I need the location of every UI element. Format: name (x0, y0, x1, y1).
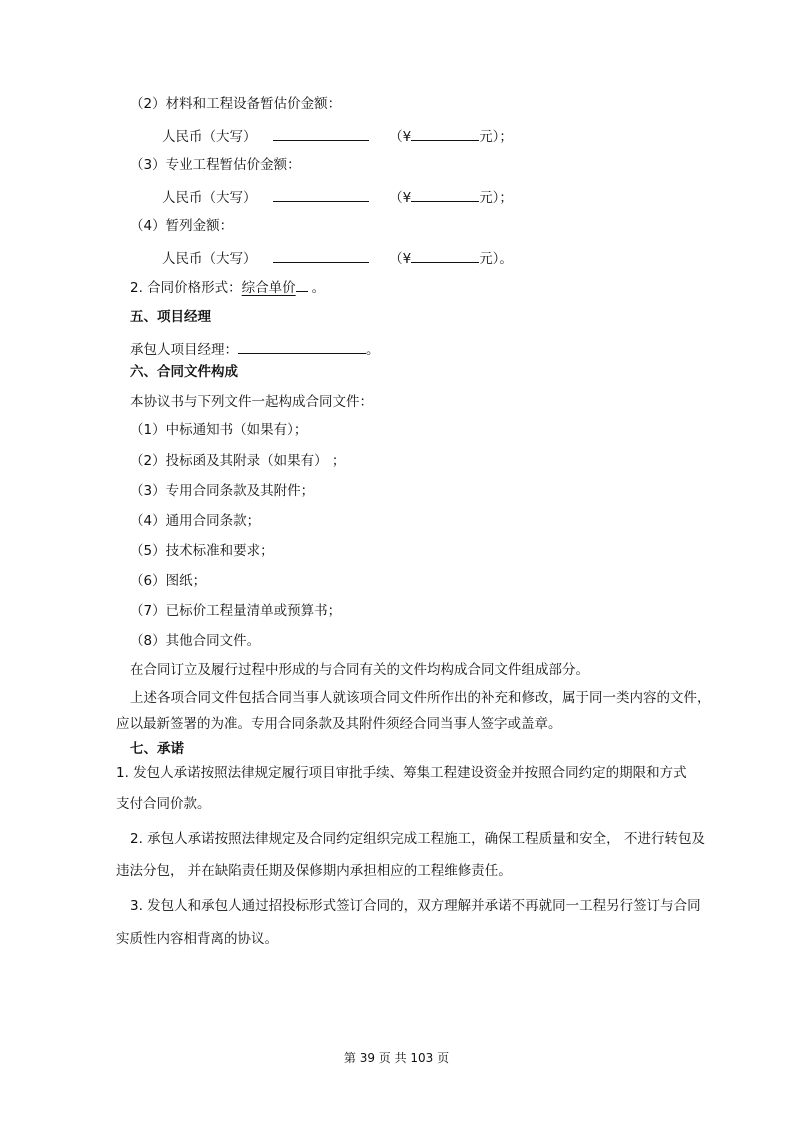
doc-list-item: （8）其他合同文件。 (130, 633, 261, 649)
doc-list-item: （1）中标通知书（如果有）； (130, 422, 308, 438)
price-form-underline-tail (296, 277, 308, 292)
promise-2-line-1: 2. 承包人承诺按照法律规定及合同约定组织完成工程施工，确保工程质量和安全， 不进行转包及 (130, 831, 705, 847)
yuan-close: 元）。 (479, 251, 513, 267)
pm-name-blank (238, 338, 366, 354)
section-6-para-1: 在合同订立及履行过程中形成的与合同有关的文件均构成合同文件组成部分。 (130, 662, 589, 678)
rmb-row-item-3 (162, 186, 513, 208)
price-form-line (130, 277, 325, 298)
yen-open: （¥ (389, 190, 412, 206)
amount-words-blank (273, 247, 369, 263)
doc-list-item: （5）技术标准和要求； (130, 543, 274, 559)
page-footer: 第 39 页 共 103 页 (343, 1051, 450, 1065)
section-6-para-2-line-2: 应以最新签署的为准。专用合同条款及其附件须经合同当事人签字或盖章。 (116, 716, 562, 732)
yuan-close: 元）； (479, 129, 513, 145)
rmb-label: 人民币（大写） (162, 190, 257, 206)
amount-figure-blank (411, 125, 479, 141)
section-6-heading: 六、合同文件构成 (130, 364, 238, 380)
promise-1-line-1: 1. 发包人承诺按照法律规定履行项目审批手续、筹集工程建设资金并按照合同约定的期限和方式 (116, 765, 687, 781)
pm-label: 承包人项目经理： (130, 342, 238, 358)
pm-end: 。 (366, 342, 380, 358)
section-6-para-2-line-1: 上述各项合同文件包括合同当事人就该项合同文件所作出的补充和修改，属于同一类内容的文件， (130, 690, 711, 706)
item-3-specialty-estimate: （3）专业工程暂估价金额： (130, 157, 301, 173)
item-2-material-estimate: （2）材料和工程设备暂估价金额： (130, 96, 342, 112)
amount-figure-blank (411, 186, 479, 202)
doc-list-item: （7）已标价工程量清单或预算书； (130, 603, 342, 619)
yen-open: （¥ (389, 251, 412, 267)
price-form-value: 综合单价 (241, 280, 296, 296)
promise-3-line-2: 实质性内容相背离的协议。 (116, 931, 278, 947)
promise-3-line-1: 3. 发包人和承包人通过招投标形式签订合同的，双方理解并承诺不再就同一工程另行签订与合同 (130, 898, 701, 914)
promise-2-line-2: 违法分包， 并在缺陷责任期及保修期内承担相应的工程维修责任。 (116, 863, 512, 879)
amount-figure-blank (411, 247, 479, 263)
doc-list-item: （6）图纸； (130, 573, 207, 589)
rmb-row-item-4 (162, 247, 513, 269)
rmb-label: 人民币（大写） (162, 129, 257, 145)
price-form-end: 。 (311, 280, 326, 296)
project-manager-line (130, 338, 380, 360)
price-form-label: 2. 合同价格形式： (130, 280, 242, 296)
section-7-heading: 七、承诺 (130, 741, 184, 757)
rmb-row-item-2 (162, 125, 513, 147)
amount-words-blank (273, 125, 369, 141)
rmb-label: 人民币（大写） (162, 251, 257, 267)
section-5-heading: 五、项目经理 (130, 309, 211, 325)
item-4-provisional-sum: （4）暂列金额： (130, 218, 234, 234)
promise-1-line-2: 支付合同价款。 (116, 796, 211, 812)
yuan-close: 元）； (479, 190, 513, 206)
yen-open: （¥ (389, 129, 412, 145)
doc-list-item: （4）通用合同条款； (130, 513, 261, 529)
section-6-intro: 本协议书与下列文件一起构成合同文件： (130, 394, 373, 410)
doc-list-item: （3）专用合同条款及其附件； (130, 483, 315, 499)
doc-list-item: （2）投标函及其附录（如果有） ； (130, 453, 346, 469)
amount-words-blank (273, 186, 369, 202)
